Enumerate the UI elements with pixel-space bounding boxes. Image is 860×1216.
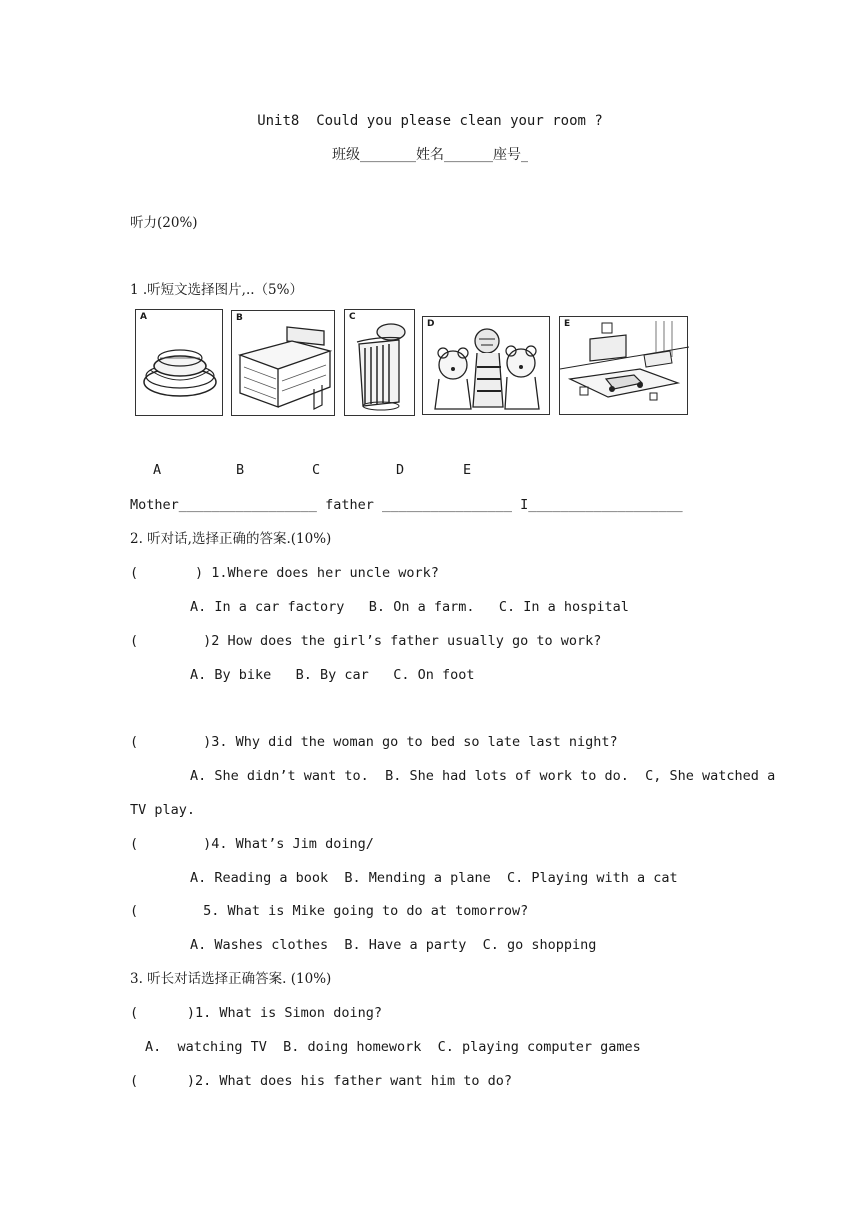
- q3-options-1: A. watching TV B. doing homework C. playing computer games: [145, 1039, 641, 1055]
- picture-e-tag: E: [564, 319, 571, 329]
- section-listening-heading: 听力(20%): [130, 215, 198, 231]
- bed-icon: [232, 311, 336, 417]
- picture-e: [559, 316, 688, 415]
- picture-c: [344, 309, 415, 416]
- q3-heading: 3. 听长对话选择正确答案. (10%): [130, 971, 332, 987]
- q2-heading: 2. 听对话,选择正确的答案.(10%): [130, 531, 332, 547]
- q2-question-3: ( )3. Why did the woman go to bed so late last night?: [130, 734, 618, 750]
- picture-label-c: C: [312, 462, 321, 478]
- picture-d: [422, 316, 550, 415]
- q1-heading: 1 .听短文选择图片,..（5%）: [130, 282, 303, 298]
- picture-label-e: E: [463, 462, 472, 478]
- picture-label-a: A: [153, 462, 162, 478]
- q2-options-3: A. She didn’t want to. B. She had lots of work to do. C, She watched a: [190, 768, 776, 784]
- picture-a: [135, 309, 223, 416]
- toys-icon: [423, 317, 551, 416]
- student-info-line: 班级________姓名_______座号_: [332, 147, 528, 163]
- trash-can-icon: [345, 310, 416, 417]
- q2-options-3-continuation: TV play.: [130, 802, 196, 818]
- picture-label-d: D: [396, 462, 405, 478]
- q2-question-2: ( )2 How does the girl’s father usually go to work?: [130, 633, 602, 649]
- q3-question-1: ( )1. What is Simon doing?: [130, 1005, 382, 1021]
- page-title: Unit8 Could you please clean your room ?: [257, 113, 603, 129]
- q2-options-1: A. In a car factory B. On a farm. C. In a hospital: [190, 599, 629, 615]
- q2-question-4: ( )4. What’s Jim doing/: [130, 836, 374, 852]
- picture-label-b: B: [236, 462, 245, 478]
- picture-b: [231, 310, 335, 416]
- messy-room-icon: [560, 317, 689, 416]
- q1-answer-line: Mother_________________ father ________________ I___________________: [130, 497, 683, 513]
- q3-question-2: ( )2. What does his father want him to do?: [130, 1073, 513, 1089]
- q2-options-4: A. Reading a book B. Mending a plane C. Playing with a cat: [190, 870, 678, 886]
- q2-question-1: ( ) 1.Where does her uncle work?: [130, 565, 439, 581]
- picture-b-tag: B: [236, 313, 243, 323]
- hat-icon: [136, 310, 224, 417]
- picture-d-tag: D: [427, 319, 435, 329]
- picture-c-tag: C: [349, 312, 356, 322]
- q2-options-5: A. Washes clothes B. Have a party C. go shopping: [190, 937, 597, 953]
- q2-options-2: A. By bike B. By car C. On foot: [190, 667, 475, 683]
- picture-a-tag: A: [140, 312, 147, 322]
- q2-question-5: ( 5. What is Mike going to do at tomorrow?: [130, 903, 529, 919]
